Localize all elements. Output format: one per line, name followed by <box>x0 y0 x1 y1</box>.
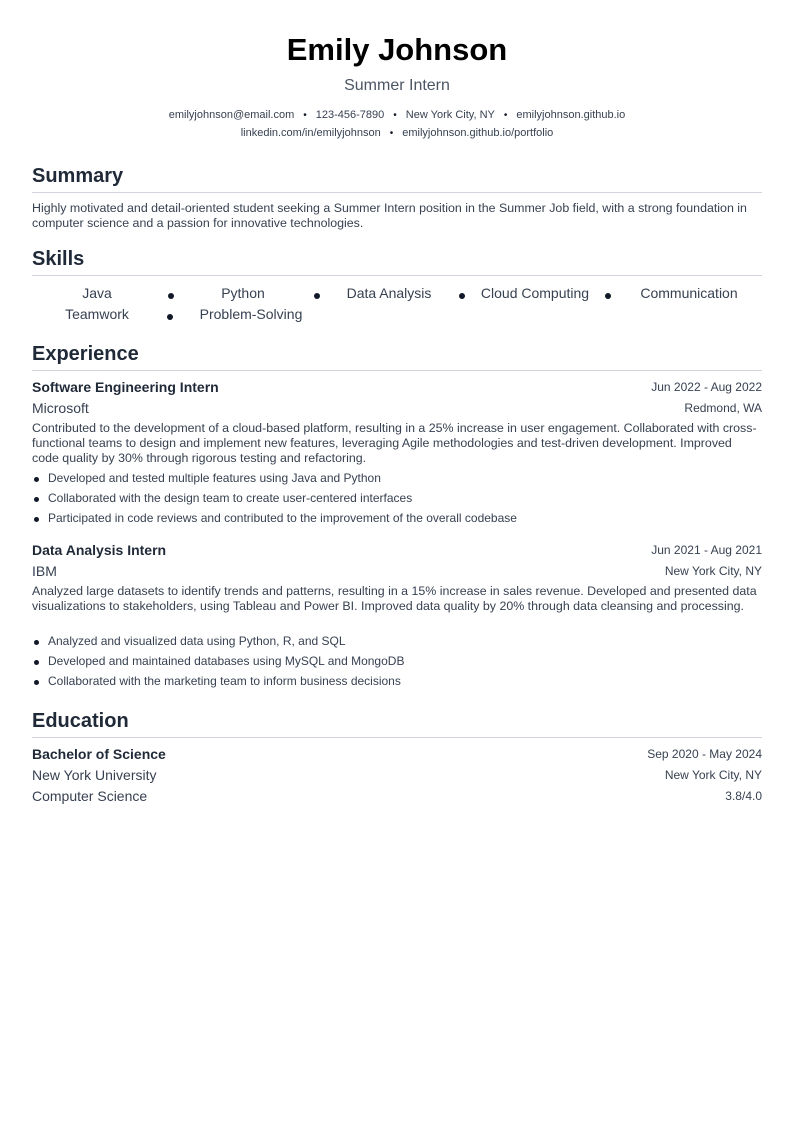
job-bullet-text: Participated in code reviews and contributed to the improvement of the overall codebase <box>48 511 517 525</box>
job-bullet <box>32 633 762 649</box>
education-heading: Education <box>32 709 762 738</box>
bullet-dot <box>34 680 39 685</box>
job-title: Software Engineering Intern <box>32 379 219 395</box>
job-bullet-text: Collaborated with the marketing team to inform business decisions <box>48 674 401 688</box>
contact-line-1 <box>32 108 762 123</box>
job-bullet-text: Developed and maintained databases using MySQL and MongoDB <box>48 654 405 668</box>
education-degree: Bachelor of Science <box>32 746 166 762</box>
job-bullet-text: Collaborated with the design team to create user-centered interfaces <box>48 491 413 505</box>
skill-item: Problem-Solving <box>199 306 303 322</box>
skill-item: Cloud Computing <box>480 285 590 301</box>
job-location: New York City, NY <box>664 564 762 578</box>
bullet-dot <box>34 517 39 522</box>
skill-item: Python <box>221 285 265 301</box>
education-field-row <box>32 786 762 806</box>
skill-bullet <box>459 293 465 299</box>
contact-line-2 <box>32 126 762 141</box>
education-school: New York University <box>32 767 157 783</box>
bullet-dot <box>34 640 39 645</box>
job-title: Data Analysis Intern <box>32 542 167 558</box>
website-link[interactable]: emilyjohnson.github.io <box>516 109 626 121</box>
job-bullet-text: Analyzed and visualized data using Python, R, and SQL <box>48 634 346 648</box>
separator-dot: • <box>503 110 508 121</box>
education-gpa: 3.8/4.0 <box>725 789 762 803</box>
job-company: Microsoft <box>32 400 89 416</box>
skill-item: Java <box>82 285 112 301</box>
job-description: Analyzed large datasets to identify trends and patterns, resulting in a 15% increase in sales revenue. Developed and presented data visualizations to stakeholders, using Tableau and Power BI. Improved data quality by 20% through data cleansing and processing. <box>32 584 757 613</box>
education-dates: Sep 2020 - May 2024 <box>647 747 762 761</box>
job-dates: Jun 2022 - Aug 2022 <box>651 380 762 394</box>
job-header <box>32 377 762 397</box>
job-company-row <box>32 561 762 581</box>
candidate-role: Summer Intern <box>344 77 450 94</box>
job-bullet-text: Developed and tested multiple features using Java and Python <box>48 471 381 485</box>
location-text: New York City, NY <box>405 109 495 121</box>
separator-dot: • <box>389 128 394 139</box>
phone-text: 123-456-7890 <box>315 109 385 121</box>
skill-bullet <box>314 293 320 299</box>
skill-item: Data Analysis <box>346 285 432 301</box>
separator-dot: • <box>303 110 307 121</box>
skill-bullet <box>167 314 173 320</box>
job-company: IBM <box>32 563 57 579</box>
experience-heading: Experience <box>32 342 762 371</box>
skill-item: Teamwork <box>65 306 129 322</box>
bullet-dot <box>34 497 39 502</box>
job-bullet <box>32 653 762 669</box>
separator-dot: • <box>393 110 397 121</box>
job-location: Redmond, WA <box>684 401 762 415</box>
education-degree-row <box>32 744 762 764</box>
bullet-dot <box>34 477 39 482</box>
job-company-row <box>32 398 762 418</box>
job-description: Contributed to the development of a cloud-based platform, resulting in a 25% increase in user engagement. Collaborated with cross-functional teams to design and implement new features, leveraging Agile methodologies and test-driven development. Improved code quality by 30% through rigorous testing and refactoring. <box>32 421 757 465</box>
job-bullet <box>32 470 762 486</box>
job-header <box>32 540 762 560</box>
candidate-name: Emily Johnson <box>286 32 508 67</box>
education-school-row <box>32 765 762 785</box>
skill-bullet <box>605 293 611 299</box>
skill-item: Communication <box>640 285 738 301</box>
education-field: Computer Science <box>32 788 148 804</box>
job-bullet <box>32 510 762 526</box>
education-location: New York City, NY <box>664 768 762 782</box>
linkedin-link[interactable]: linkedin.com/in/emilyjohnson <box>240 127 381 139</box>
skill-bullet <box>168 293 174 299</box>
job-bullet <box>32 490 762 506</box>
summary-text: Highly motivated and detail-oriented student seeking a Summer Intern position in the Summer Job field, with a strong foundation in computer science and a passion for innovative technologies. <box>32 201 747 230</box>
bullet-dot <box>34 660 39 665</box>
skills-heading: Skills <box>32 247 762 276</box>
summary-heading: Summary <box>32 164 762 193</box>
job-bullet <box>32 673 762 689</box>
portfolio-link[interactable]: emilyjohnson.github.io/portfolio <box>402 127 554 139</box>
job-dates: Jun 2021 - Aug 2021 <box>651 543 762 557</box>
email-link[interactable]: emilyjohnson@email.com <box>168 109 295 121</box>
